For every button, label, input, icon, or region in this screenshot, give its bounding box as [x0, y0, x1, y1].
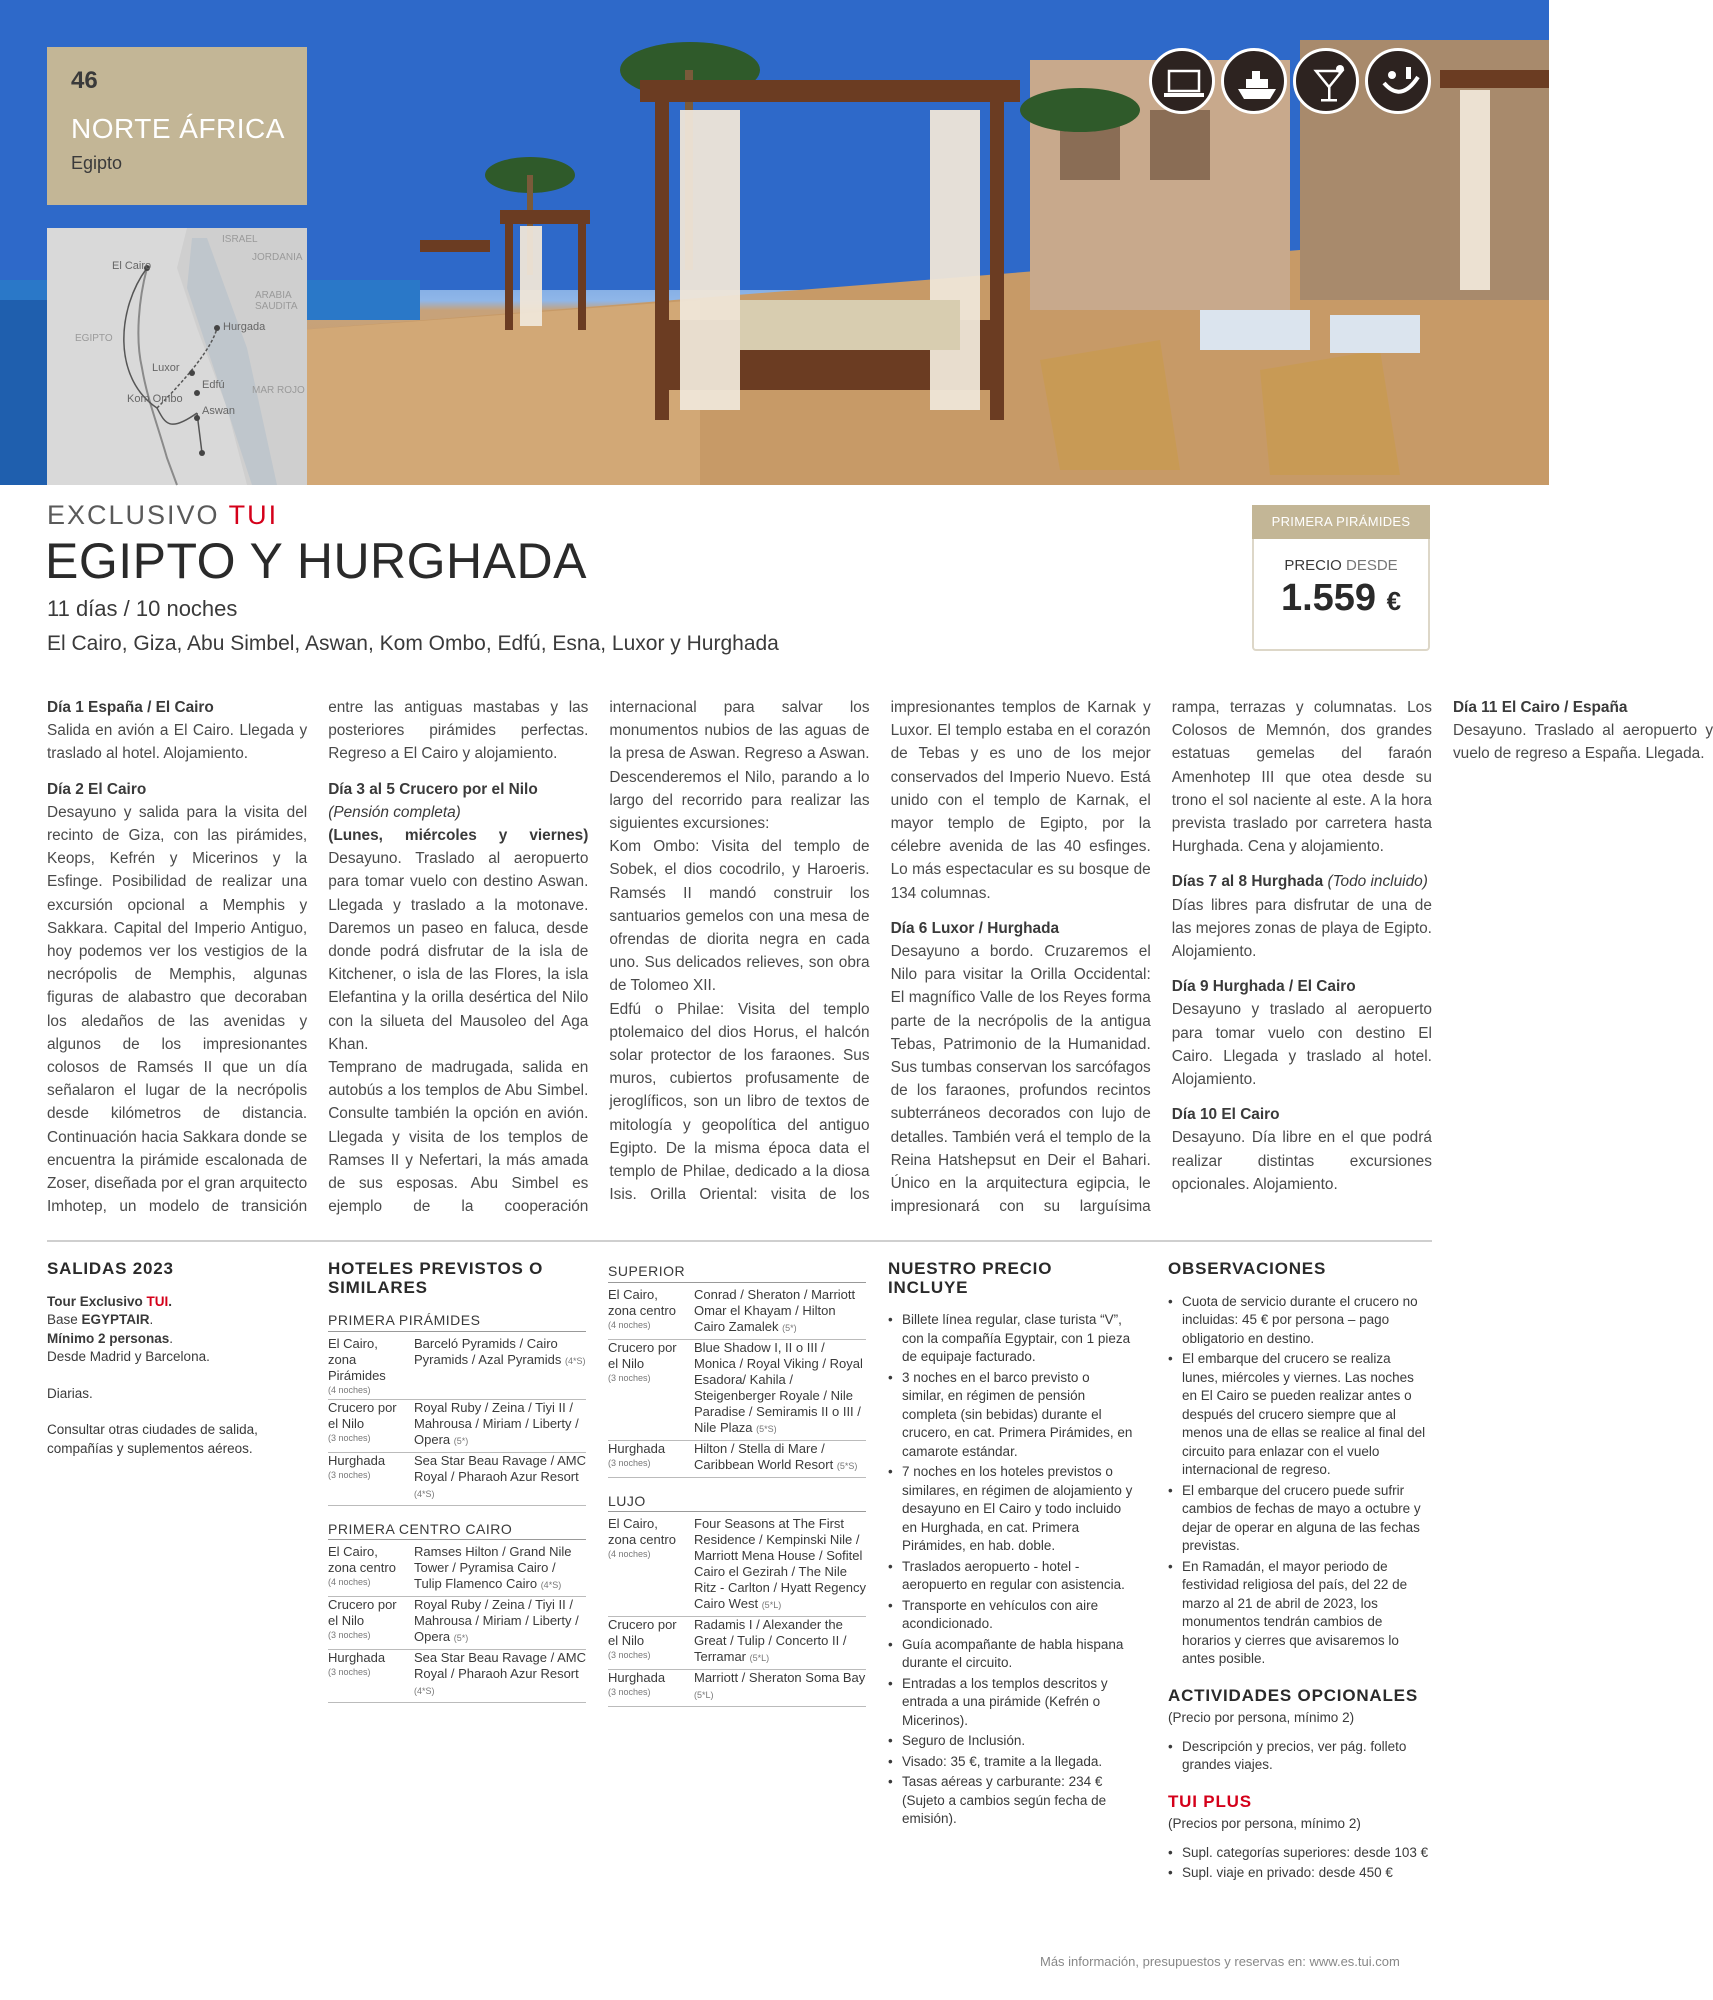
- map-label-edfu: Edfú: [202, 379, 225, 391]
- hotel-location: [608, 1516, 694, 1617]
- hotel-names: [414, 1399, 586, 1452]
- nights-count: (3 noches): [608, 1687, 651, 1697]
- hotel-names: [694, 1617, 866, 1670]
- salidas-details: [47, 1293, 277, 1367]
- country-name: Egipto: [71, 153, 123, 173]
- price-value: [1254, 577, 1428, 620]
- departure-cities: Desde Madrid y Barcelona.: [47, 1349, 210, 1364]
- day-title: Días 7 al 8 Hurghada: [1171, 873, 1324, 891]
- table-row: [608, 1440, 866, 1477]
- hotel-group-title: SUPERIOR: [608, 1262, 866, 1283]
- hotel-names: [414, 1452, 586, 1505]
- tour-prefix: Tour Exclusivo: [47, 1293, 147, 1309]
- tui-plus-heading: TUI PLUS: [1168, 1791, 1252, 1811]
- hotel-group: [328, 1311, 586, 1506]
- table-row: [328, 1452, 586, 1505]
- table-row: [608, 1670, 866, 1707]
- list-item: • El embarque del crucero puede sufrir cambios de fechas de mayo a octubre y dejar de operar en alguna de las fechas previstas.: [1168, 1482, 1430, 1556]
- hotel-group-title: PRIMERA CENTRO CAIRO: [328, 1520, 586, 1541]
- tui-plus-list: [1168, 1844, 1430, 1883]
- hotels-column-1: [328, 1311, 586, 1703]
- day-days: (Lunes, miércoles y viernes): [328, 827, 589, 845]
- footer-text: Más información, presupuestos y reservas en: www.es.tui.com: [1040, 1954, 1400, 1969]
- section-divider: [47, 1240, 1432, 1242]
- day-title: Día 11 El Cairo / España: [1452, 699, 1628, 716]
- includes-heading: NUESTRO PRECIO INCLUYE: [888, 1259, 1053, 1297]
- location-name: El Cairo, zona centro: [328, 1544, 396, 1575]
- minimum-persons: Mínimo 2 personas: [47, 1330, 170, 1346]
- hotel-table: [328, 1544, 586, 1703]
- salidas-frequency: Diarias.: [47, 1385, 93, 1401]
- map-label-el-cairo: El Cairo: [112, 260, 152, 272]
- location-name: Hurghada: [608, 1440, 666, 1456]
- hotel-names: [414, 1650, 586, 1703]
- hotel-stars: (5*S): [756, 1423, 777, 1434]
- day-text: Desayuno. Traslado al aeropuerto para tomar vuelo con destino Aswan. Llegada y traslado a la motonave. Daremos un paseo en faluca, desde donde podrá disfrutar de la isla de Kitchener, o isla de las Flores, la isla Elefantina y la orilla desértica del Nilo con la silueta del Mausoleo del Aga Khan.: [328, 850, 589, 1053]
- route-map: [47, 228, 307, 485]
- hotel-stars: (4*S): [540, 1580, 562, 1590]
- hotel-location: [608, 1339, 694, 1440]
- hotels-heading: HOTELES PREVISTOS O SIMILARES: [328, 1259, 544, 1297]
- hotel-stars: (5*): [782, 1322, 797, 1333]
- hotel-list: Sea Star Beau Ravage / AMC Royal / Pharaoh Azur Resort: [414, 1452, 586, 1484]
- nights-count: (3 noches): [328, 1667, 371, 1677]
- itinerary-day-9: [1172, 975, 1432, 1091]
- hotel-location: [328, 1650, 414, 1703]
- region-name: NORTE ÁFRICA: [71, 113, 285, 144]
- map-label-jordania: JORDANIA: [252, 252, 303, 263]
- table-row: [608, 1617, 866, 1670]
- hotel-list: Four Seasons at The First Residence / Kempinski Nile / Marriott Mena House / Sofitel Cairo el Gezirah / The Nile Ritz - Carlton / Hyatt Regency Cairo West: [694, 1516, 866, 1611]
- location-name: El Cairo, zona centro: [608, 1286, 676, 1318]
- exclusive-brand: TUI: [228, 500, 279, 530]
- hotel-stars: (5*L): [761, 1600, 782, 1610]
- includes-list: [888, 1311, 1134, 1829]
- hotel-group: [608, 1262, 866, 1478]
- list-item: • Guía acompañante de habla hispana durante el circuito.: [888, 1636, 1134, 1673]
- map-label-hurgada: Hurgada: [223, 321, 266, 333]
- nights-count: (4 noches): [608, 1319, 651, 1330]
- list-item: • Transporte en vehículos con aire acondicionado.: [888, 1597, 1134, 1634]
- salidas-consult: Consultar otras ciudades de salida, compañías y suplementos aéreos.: [47, 1422, 258, 1456]
- price-label: [1254, 557, 1428, 574]
- tour-suffix: .: [168, 1293, 173, 1309]
- hotel-names: [694, 1440, 866, 1477]
- hotel-stars: (4*S): [565, 1355, 586, 1366]
- price-amount: 1.559: [1280, 577, 1377, 619]
- location-name: Crucero por el Nilo: [328, 1597, 397, 1628]
- nights-count: (3 noches): [608, 1457, 651, 1468]
- hotel-list: Conrad / Sheraton / Marriott Omar el Khayam / Hilton Cairo Zamalek: [694, 1286, 856, 1334]
- base-airline: EGYPTAIR: [81, 1312, 150, 1327]
- day-title: Día 2 El Cairo: [47, 780, 147, 798]
- feature-icons: [1149, 48, 1439, 116]
- list-item: • El embarque del crucero se realiza lunes, miércoles y viernes. Las noches en El Cairo se pueden realizar antes o después del crucero siempre que al menos una de ellas se realice al final del circuito para enlazar con el vuelo internacional de regreso.: [1168, 1350, 1430, 1480]
- page-title: EGIPTO Y HURGHADA: [45, 533, 587, 589]
- hotel-table: [328, 1336, 586, 1506]
- hotel-list: Blue Shadow I, II o III / Monica / Royal Viking / Royal Esadora/ Kahila / Steigenberger Royale / Nile Paradise / Semiramis II o III / Nile Plaza: [694, 1339, 863, 1435]
- table-row: [328, 1650, 586, 1703]
- hotel-list: Royal Ruby / Zeina / Tiyi II / Mahrousa / Miriam / Liberty / Opera: [414, 1399, 579, 1447]
- observations-heading: OBSERVACIONES: [1168, 1259, 1327, 1278]
- location-name: El Cairo, zona Pirámides: [328, 1335, 386, 1383]
- tui-plus-subtitle: (Precios por persona, mínimo 2): [1168, 1816, 1361, 1831]
- nights-count: (4 noches): [608, 1549, 651, 1559]
- page-badge: [47, 47, 307, 205]
- hotel-location: [328, 1544, 414, 1597]
- activities-subtitle: (Precio por persona, mínimo 2): [1168, 1710, 1355, 1725]
- minimum-suffix: .: [169, 1330, 174, 1346]
- hotel-location: [608, 1617, 694, 1670]
- includes-section: [888, 1260, 1134, 1831]
- day-note: (Pensión completa): [328, 803, 461, 821]
- itinerary-day-10: [1172, 1103, 1432, 1196]
- itinerary-day-11: [1453, 696, 1713, 766]
- price-category: PRIMERA PIRÁMIDES: [1252, 505, 1430, 539]
- day-text: Edfú o Philae: Visita del templo ptolemaico del dios Horus, el halcón solar protector de los faraones. Sus muros, cubiertos profusamente de jeroglíficos, son un libro de textos de mitología y geopolítica del antiguo Egipto. De la misma época data el templo de Philae, dedicado a la diosa Isis. Orilla Oriental: visita de los impresionantes templos de Karnak y Luxor. El templo estaba en el corazón de Tebas y es uno de los mejor conservados del Imperio Nuevo. Está unido con el templo de Karnak, el mayor templo de Egipto, por la célebre avenida de las 40 esfinges. Lo más espectacular es su bosque de 134 columnas.: [609, 699, 1151, 1204]
- nights-count: (3 noches): [608, 1650, 651, 1660]
- list-item: • Seguro de Inclusión.: [888, 1732, 1134, 1751]
- trip-cities: El Cairo, Giza, Abu Simbel, Aswan, Kom Ombo, Edfú, Esna, Luxor y Hurghada: [47, 632, 779, 655]
- day-text: Días libres para disfrutar de una de las mejores zonas de playa de Egipto. Alojamiento.: [1171, 896, 1432, 961]
- list-item: • En Ramadán, el mayor periodo de festividad religiosa del país, del 22 de marzo al 21 de abril de 2023, los monumentos tendrán cambios de horarios y cierres que avisaremos lo antes posible.: [1168, 1558, 1430, 1669]
- page-number: 46: [71, 67, 98, 94]
- activities-list: [1168, 1738, 1430, 1775]
- hotel-group: [608, 1492, 866, 1708]
- nights-count: (3 noches): [608, 1372, 651, 1383]
- hotel-table: [608, 1516, 866, 1707]
- itinerary-day-3-part-3: [609, 835, 869, 997]
- hotel-names: [414, 1544, 586, 1597]
- hotel-group-title: LUJO: [608, 1492, 866, 1513]
- hotel-names: [414, 1336, 586, 1400]
- list-item: • Tasas aéreas y carburante: 234 € (Sujeto a cambios según fecha de emisión).: [888, 1773, 1134, 1829]
- price-currency: €: [1386, 586, 1402, 616]
- map-label-luxor: Luxor: [152, 362, 180, 374]
- price-box: [1252, 505, 1430, 651]
- table-row: [608, 1339, 866, 1440]
- table-row: [328, 1336, 586, 1400]
- price-label-suffix: DESDE: [1346, 557, 1398, 574]
- day-text: Desayuno. Día libre en el que podrá realizar distintas excursiones opcionales. Alojamiento.: [1171, 1129, 1432, 1193]
- nights-count: (3 noches): [328, 1432, 371, 1443]
- nights-count: (4 noches): [328, 1384, 371, 1395]
- hotel-list: Hilton / Stella di Mare / Caribbean World Resort: [694, 1440, 834, 1472]
- salidas-section: [47, 1260, 277, 1476]
- location-name: Crucero por el Nilo: [328, 1399, 397, 1431]
- hotel-location: [608, 1670, 694, 1707]
- hotel-names: [694, 1670, 866, 1707]
- base-suffix: .: [149, 1312, 154, 1327]
- tui-smile-icon: [1365, 48, 1431, 114]
- nights-count: (3 noches): [328, 1469, 371, 1480]
- drink-icon: [1293, 48, 1359, 114]
- itinerary-day-3: [328, 778, 588, 1056]
- hotels-section: [328, 1260, 586, 1717]
- day-text: Desayuno y salida para la visita del recinto de Giza, con las pirámides, Keops, Kefrén y Micerinos y la Esfinge. Posibilidad de realizar una excursión opcional a Memphis y Sakkara. Capital del Imperio Antiguo, hoy podemos ver los vestigios de la necrópolis de Memphis, algunas figuras de alabastro que decoraban los aledaños de las avenidas y algunos de los impresionantes colosos de Ramsés II que un día señalaron el lugar de la necrópolis desde kilómetros de distancia. Continuación hacia Sakkara donde se encuentra la pirámide escalonada de Zoser, diseñada por el gran arquitecto Imhotep, un modelo de transición entre las antiguas mastabas y las posteriores pirámides perfectas. Regreso a El Cairo y alojamiento.: [47, 699, 589, 1216]
- list-item: • 7 noches en los hoteles previstos o similares, en régimen de alojamiento y desayuno en El Cairo y todo incluido en Hurghada, en cat. Primera Pirámides, en hab. doble.: [888, 1463, 1134, 1556]
- hero-photo: [0, 0, 1549, 485]
- list-item: • Cuota de servicio durante el crucero no incluidas: 45 € por persona – pago obligatorio en destino.: [1168, 1293, 1430, 1349]
- tour-brand: TUI: [146, 1293, 169, 1309]
- hotel-stars: (5*S): [836, 1460, 858, 1471]
- location-name: Hurghada: [328, 1650, 386, 1665]
- location-name: Hurghada: [608, 1670, 666, 1685]
- observations-section: [1168, 1260, 1430, 1885]
- hotels-column-2: [608, 1262, 866, 1707]
- table-row: [328, 1544, 586, 1597]
- base-prefix: Base: [47, 1312, 82, 1327]
- nights-count: (3 noches): [328, 1630, 371, 1640]
- table-row: [608, 1516, 866, 1617]
- cruise-ship-icon: [1221, 48, 1287, 114]
- map-label-arabia: ARABIA SAUDITA: [255, 290, 298, 312]
- exclusive-label: [47, 500, 278, 531]
- day-text: Temprano de madrugada, salida en autobús a los templos de Abu Simbel. Consulte también la opción en avión. Llegada y visita de los templos de Ramses II y Nefertari, la más amada de sus esposas. Abu Simbel es ejemplo de la cooperación internacional para salvar los monumentos nubios de las aguas de la presa de Aswan. Regreso a Aswan. Descenderemos el Nilo, parando a lo largo del recorrido para realizar las siguientes excursiones:: [328, 699, 870, 1216]
- location-name: Crucero por el Nilo: [608, 1617, 677, 1648]
- hotel-table: [608, 1287, 866, 1478]
- hotel-stars: (5*): [453, 1435, 469, 1446]
- hotel-names: [414, 1597, 586, 1650]
- exclusive-prefix: EXCLUSIVO: [47, 500, 229, 530]
- map-label-aswan: Aswan: [202, 405, 236, 417]
- trip-duration: 11 días / 10 noches: [47, 596, 238, 621]
- hotel-location: [328, 1399, 414, 1452]
- hotel-list: Ramses Hilton / Grand Nile Tower / Pyramisa Cairo / Tulip Flamenco Cairo: [414, 1544, 572, 1591]
- hotel-list: Marriott / Sheraton Soma Bay: [694, 1670, 866, 1685]
- day-title: Día 10 El Cairo: [1171, 1106, 1280, 1124]
- list-item: • Billete línea regular, clase turista “V”, con la compañía Egyptair, con 1 pieza de equipaje facturado.: [888, 1311, 1134, 1367]
- location-name: Hurghada: [328, 1452, 386, 1468]
- hotel-location: [328, 1336, 414, 1400]
- hotel-list: Royal Ruby / Zeina / Tiyi II / Mahrousa / Miriam / Liberty / Opera: [414, 1597, 579, 1644]
- map-label-kom-ombo: Kom Ombo: [127, 393, 183, 405]
- map-label-egipto: EGIPTO: [75, 333, 113, 344]
- table-row: [608, 1287, 866, 1340]
- hotel-stars: (4*S): [414, 1686, 435, 1696]
- activities-heading: ACTIVIDADES OPCIONALES: [1168, 1685, 1418, 1705]
- hotel-list: Sea Star Beau Ravage / AMC Royal / Pharaoh Azur Resort: [414, 1650, 586, 1681]
- map-label-mar-rojo: MAR ROJO: [252, 385, 305, 396]
- hotel-names: [694, 1516, 866, 1617]
- hotel-stars: (4*S): [414, 1488, 435, 1499]
- hotel-list: Barceló Pyramids / Cairo Pyramids / Azal Pyramids: [414, 1335, 562, 1367]
- list-item: • 3 noches en el barco previsto o similar, en régimen de pensión completa (sin bebidas) durante el crucero, en cat. Primera Pirámides, en camarote estándar.: [888, 1369, 1134, 1462]
- hotel-location: [328, 1597, 414, 1650]
- hotel-stars: (5*L): [749, 1653, 770, 1663]
- map-shapes: [47, 228, 307, 485]
- hotel-group: [328, 1520, 586, 1704]
- salidas-heading: SALIDAS 2023: [47, 1259, 174, 1278]
- list-item: • Visado: 35 €, tramite a la llegada.: [888, 1753, 1134, 1772]
- location-name: Crucero por el Nilo: [608, 1339, 677, 1371]
- day-title: Día 9 Hurghada / El Cairo: [1171, 978, 1356, 996]
- hotel-stars: (5*L): [694, 1690, 714, 1700]
- hotel-names: [694, 1339, 866, 1440]
- itinerary: [47, 696, 1713, 1226]
- hotel-stars: (5*): [453, 1633, 469, 1643]
- day-text: Desayuno y traslado al aeropuerto para tomar vuelo con destino El Cairo. Llegada y traslado al hotel. Alojamiento.: [1171, 1001, 1432, 1089]
- day-text: Desayuno a bordo. Cruzaremos el Nilo para visitar la Orilla Occidental: El magnífico Valle de los Reyes forma parte de la necrópolis de la antigua Tebas, Patrimonio de la Humanidad. Sus tumbas conservan los sarcófagos de los faraones, profundos recintos subterráneos decorados con lujo de detalles. También verá el templo de la Reina Hatshepsut en Deir el Bahari. Único en la arquitectura egipcia, le impresionará con su larguísima rampa, terrazas y columnatas. Los Colosos de Memnón, dos grandes estatuas gemelas del faraón Amenhotep III que otea desde su trono el sol naciente al este. A la hora prevista traslado por carretera hasta Hurghada. Cena y alojamiento.: [890, 699, 1432, 1216]
- day-title: Día 1 España / El Cairo: [47, 699, 214, 716]
- itinerary-day-7: [1172, 870, 1432, 963]
- day-text: Desayuno. Traslado al aeropuerto y vuelo de regreso a España. Llegada.: [1452, 722, 1713, 763]
- nights-count: (4 noches): [328, 1577, 371, 1587]
- hotel-group-title: PRIMERA PIRÁMIDES: [328, 1311, 586, 1332]
- hotel-location: [608, 1287, 694, 1340]
- list-item: • Traslados aeropuerto - hotel - aeropuerto en regular con asistencia.: [888, 1558, 1134, 1595]
- day-title: Día 3 al 5 Crucero por el Nilo: [328, 780, 538, 798]
- hotel-names: [694, 1287, 866, 1340]
- hotel-location: [608, 1440, 694, 1477]
- observations-list: [1168, 1293, 1430, 1669]
- laptop-icon: [1149, 48, 1215, 114]
- itinerary-day-1: [47, 696, 307, 766]
- day-note: (Todo incluido): [1327, 873, 1428, 891]
- price-label-text: PRECIO: [1284, 557, 1342, 574]
- day-text: Salida en avión a El Cairo. Llegada y traslado al hotel. Alojamiento.: [47, 722, 308, 763]
- list-item: • Descripción y precios, ver pág. folleto grandes viajes.: [1168, 1738, 1430, 1775]
- location-name: El Cairo, zona centro: [608, 1516, 676, 1547]
- hotels-section-2: [608, 1262, 866, 1721]
- list-item: • Supl. categorías superiores: desde 103 €: [1168, 1844, 1430, 1863]
- list-item: • Supl. viaje en privado: desde 450 €: [1168, 1864, 1430, 1883]
- table-row: [328, 1399, 586, 1452]
- hotel-list: Radamis I / Alexander the Great / Tulip / Concerto II / Terramar: [694, 1617, 847, 1664]
- hotel-location: [328, 1452, 414, 1505]
- list-item: • Entradas a los templos descritos y entrada a una pirámide (Kefrén o Micerinos).: [888, 1675, 1134, 1731]
- table-row: [328, 1597, 586, 1650]
- map-label-israel: ISRAEL: [222, 234, 258, 245]
- day-title: Día 6 Luxor / Hurghada: [890, 919, 1060, 937]
- day-text: Kom Ombo: Visita del templo de Sobek, el dios cocodrilo, y Haroeris. Ramsés II mandó construir los santuarios gemelos con una mesa de ofrendas de diorita negra en cada uno. Sus delicados relieves, son obra de Tolomeo XII.: [609, 838, 870, 995]
